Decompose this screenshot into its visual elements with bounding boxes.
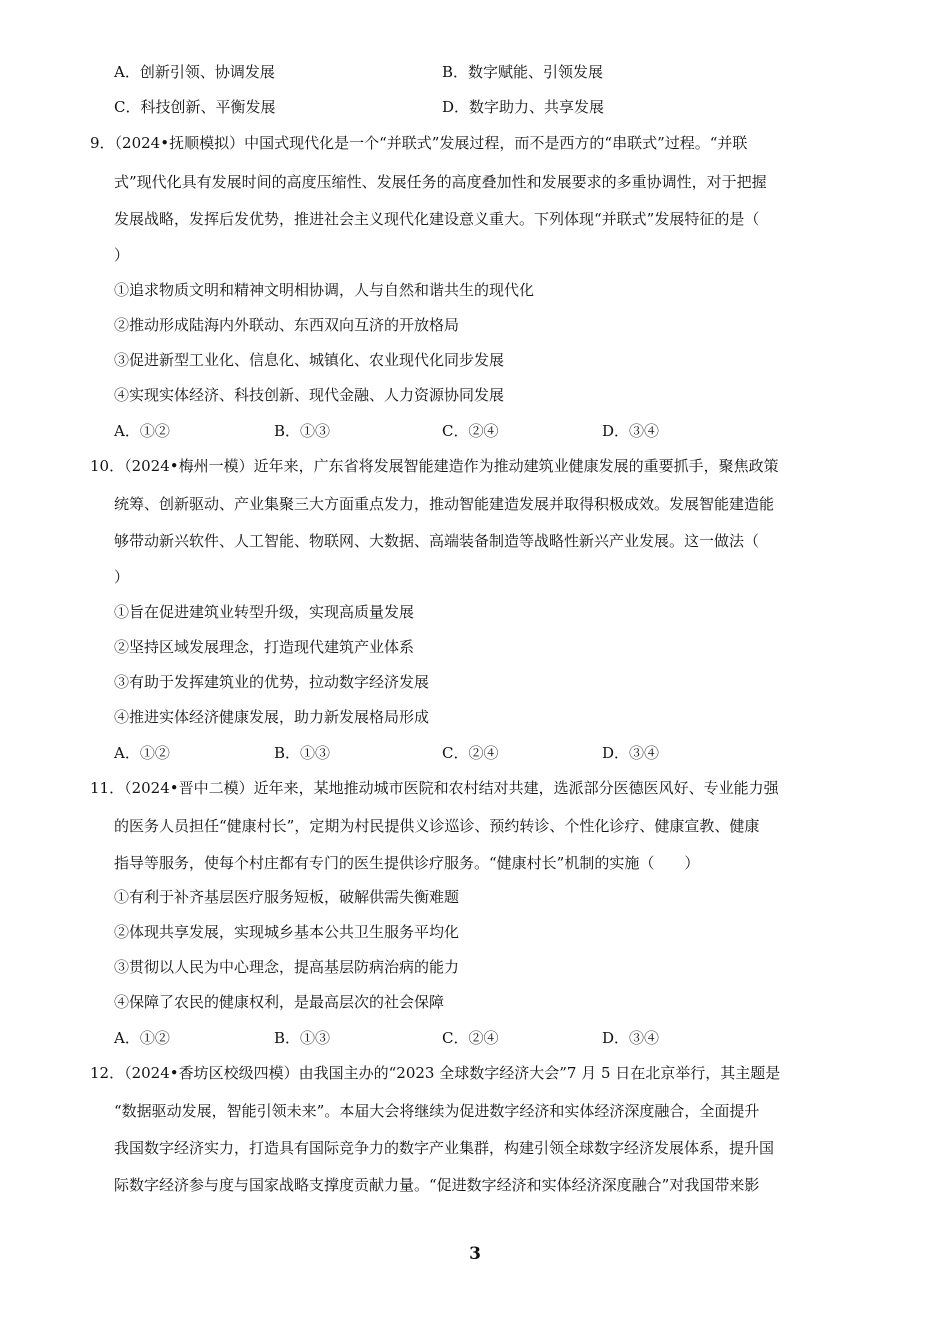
page-number: 3: [469, 1244, 481, 1264]
q11-item-2: ②体现共享发展，实现城乡基本公共卫生服务平均化: [114, 923, 460, 941]
q12-stem-line-2: “数据驱动发展，智能引领未来”。本届大会将继续为促进数字经济和实体经济深度融合，全面提升: [114, 1102, 760, 1120]
q8-option-d: D．数字助力、共享发展: [442, 98, 605, 116]
q9-option-b: B．①③: [274, 422, 331, 440]
q9-item-2: ②推动形成陆海内外联动、东西双向互济的开放格局: [114, 316, 460, 334]
q10-option-c: C．②④: [442, 744, 499, 762]
q8-option-b: B．数字赋能、引领发展: [442, 63, 604, 81]
q10-stem-line-4: ）: [114, 568, 130, 586]
q9-item-4: ④实现实体经济、科技创新、现代金融、人力资源协同发展: [114, 386, 505, 404]
q10-item-1: ①旨在促进建筑业转型升级，实现高质量发展: [114, 603, 415, 621]
q9-item-1: ①追求物质文明和精神文明相协调，人与自然和谐共生的现代化: [114, 281, 535, 299]
q9-stem-line-3: 发展战略，发挥后发优势，推进社会主义现代化建设意义重大。下列体现“并联式”发展特征的是（: [114, 210, 760, 228]
q11-stem-line-1: 11．（2024•晋中二模）近年来，某地推动城市医院和农村结对共建，选派部分医德医风好、专业能力强: [90, 779, 779, 797]
q11-option-d: D．③④: [602, 1029, 660, 1047]
q10-item-3: ③有助于发挥建筑业的优势，拉动数字经济发展: [114, 673, 430, 691]
q9-stem-line-4: ）: [114, 246, 130, 264]
q9-option-d: D．③④: [602, 422, 660, 440]
q9-item-3: ③促进新型工业化、信息化、城镇化、农业现代化同步发展: [114, 351, 505, 369]
q10-item-2: ②坚持区域发展理念，打造现代建筑产业体系: [114, 638, 415, 656]
q11-option-a: A．①②: [114, 1029, 170, 1047]
q10-stem-line-1: 10．（2024•梅州一模）近年来，广东省将发展智能建造作为推动建筑业健康发展的重要抓手，聚焦政策: [90, 457, 779, 475]
q8-option-a: A．创新引领、协调发展: [114, 63, 275, 81]
q11-item-4: ④保障了农民的健康权利，是最高层次的社会保障: [114, 993, 445, 1011]
q10-stem-line-2: 统筹、创新驱动、产业集聚三大方面重点发力，推动智能建造发展并取得积极成效。发展智能建造能: [114, 495, 775, 513]
q9-stem-line-2: 式”现代化具有发展时间的高度压缩性、发展任务的高度叠加性和发展要求的多重协调性，对于把握: [114, 173, 767, 191]
q8-option-c: C．科技创新、平衡发展: [114, 98, 276, 116]
q11-item-1: ①有利于补齐基层医疗服务短板，破解供需失衡难题: [114, 888, 460, 906]
q12-stem-line-1: 12．（2024•香坊区校级四模）由我国主办的“2023 全球数字经济大会”7 月 5 日在北京举行，其主题是: [90, 1064, 781, 1082]
q10-option-d: D．③④: [602, 744, 660, 762]
q9-option-a: A．①②: [114, 422, 170, 440]
q10-option-a: A．①②: [114, 744, 170, 762]
q11-option-b: B．①③: [274, 1029, 331, 1047]
q10-option-b: B．①③: [274, 744, 331, 762]
q9-stem-line-1: 9．（2024•抚顺模拟）中国式现代化是一个“并联式”发展过程，而不是西方的“串联式”过程。“并联: [90, 134, 748, 152]
q12-stem-line-4: 际数字经济参与度与国家战略支撑度贡献力量。“促进数字经济和实体经济深度融合”对我国带来影: [114, 1176, 760, 1194]
q11-item-3: ③贯彻以人民为中心理念，提高基层防病治病的能力: [114, 958, 460, 976]
q12-stem-line-3: 我国数字经济实力，打造具有国际竞争力的数字产业集群，构建引领全球数字经济发展体系，提升国: [114, 1139, 775, 1157]
q9-option-c: C．②④: [442, 422, 499, 440]
q10-item-4: ④推进实体经济健康发展，助力新发展格局形成: [114, 708, 430, 726]
q10-stem-line-3: 够带动新兴软件、人工智能、物联网、大数据、高端装备制造等战略性新兴产业发展。这一做法（: [114, 532, 760, 550]
q11-stem-line-3: 指导等服务，使每个村庄都有专门的医生提供诊疗服务。“健康村长”机制的实施（ ）: [114, 854, 700, 872]
q11-stem-line-2: 的医务人员担任“健康村长”，定期为村民提供义诊巡诊、预约转诊、个性化诊疗、健康宣教、健康: [114, 817, 760, 835]
q11-option-c: C．②④: [442, 1029, 499, 1047]
